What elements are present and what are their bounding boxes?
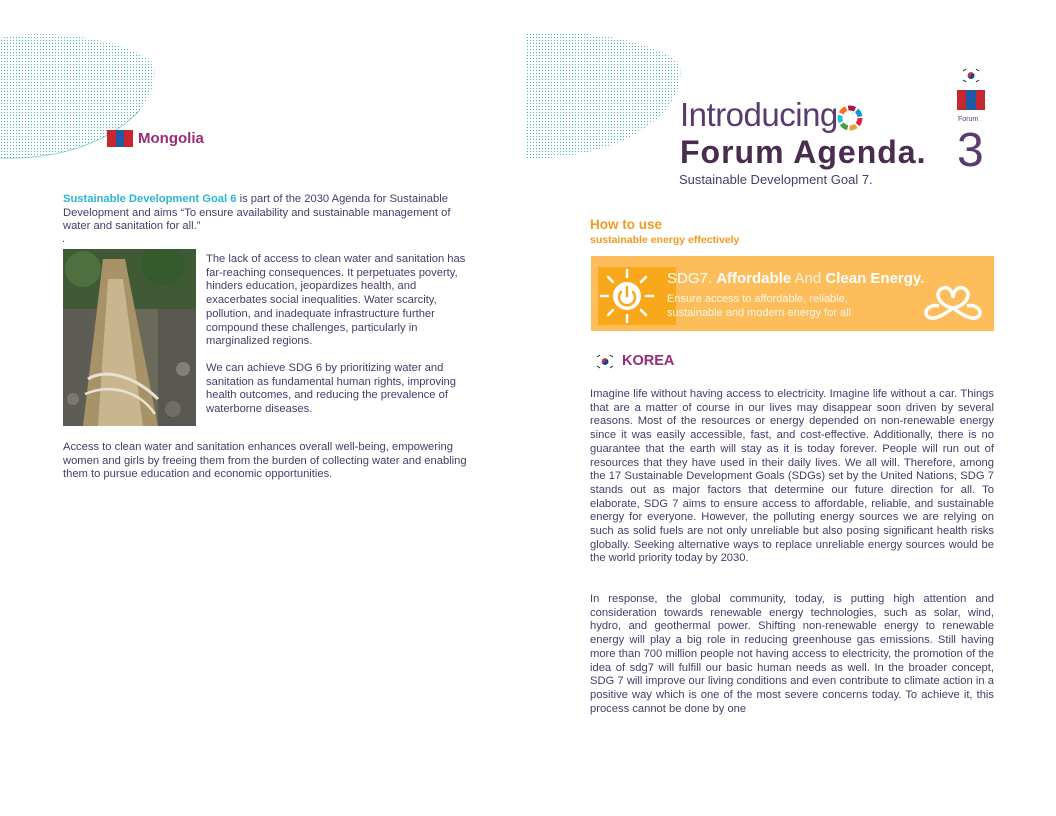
sdg-wheel-icon bbox=[836, 104, 864, 132]
korea-flag-heading-icon bbox=[595, 354, 615, 369]
howto-subtitle: sustainable energy effectively bbox=[590, 234, 740, 246]
title-forum-agenda: Forum Agenda. bbox=[680, 134, 927, 170]
banner-description bbox=[667, 292, 851, 320]
banner-prefix: SDG7. bbox=[667, 270, 717, 287]
water-channel-photo bbox=[63, 249, 196, 426]
sdg7-banner bbox=[591, 256, 994, 331]
banner-title bbox=[667, 270, 924, 287]
banner-desc-line2: sustainable and modern energy for all bbox=[667, 307, 852, 319]
stray-mark: . bbox=[62, 233, 66, 245]
sun-power-icon bbox=[598, 267, 656, 325]
howto-title: How to use bbox=[590, 217, 663, 232]
forum-small-label: Forum bbox=[958, 116, 979, 123]
sdg6-para-consequences: The lack of access to clean water and sanitation has far-reaching consequences. It perpetuates poverty, hinders education, jeopardizes health, and exacerbates social inequalities. Water scarcity, pollution, and inadequate infrastructure further compound these challenges, particularly in marginalized regions. bbox=[206, 253, 466, 348]
sdg7-para-response: In response, the global community, today, is putting high attention and consideration towards renewable energy technologies, such as solar, wind, hydro, and geothermal power. Shifting non-renewable energy to renewable energy will play a big role in reducing greenhouse gas emissions. Still having more than 700 million people not having access to electricity, the promotion of the idea of sdg7 will fulfill our basic human needs as well. In the broader concept, SDG 7 will improve our living conditions and even contribute to climate action in a positive way which is one of the most severe concerns today. To achieve it, this process cannot be done by one bbox=[590, 593, 994, 715]
mongolia-flag-small-icon bbox=[957, 90, 985, 110]
subtitle-sdg7: Sustainable Development Goal 7. bbox=[679, 172, 873, 187]
clover-logo-icon bbox=[919, 278, 987, 330]
sdg7-icon-box bbox=[598, 267, 676, 325]
page-number: 3 bbox=[957, 124, 984, 177]
title-introducing: Introducing bbox=[680, 96, 838, 133]
sdg6-intro-text: is part of the 2030 Agenda for Sustainable Development and aims “To ensure availability and sustainable management of water and sanitation for all.” bbox=[63, 193, 451, 233]
sdg6-highlight: Sustainable Development Goal 6 bbox=[63, 193, 237, 205]
wave-decoration-right bbox=[526, 30, 686, 160]
sdg7-para-imagine: Imagine life without having access to electricity. Imagine life without a car. Things that are a matter of course in our lives may disappear soon driven by several reasons. Most of the resources or energy depended on non-renewable energy since it was easily accessible, fast, and cost-effective. Additionally, there is no guarantee that the earth will stay as it is today forever. People will run out of resources that they have used in their daily lives. We all will. Therefore, among the 17 Sustainable Development Goals (SDGs) set by the United Nations, SDG 7 stands out as major factors that determine our future direction for all. To elaborate, SDG 7 aims to ensure access to affordable, reliable, and sustainable energy for everyone. However, the polluting energy sources we are relying on such as solid fuels are not only unreliable but also posing significant health risks globally. Seeking alternative ways to replace unreliable energy sources would be the world priority today by 2030. bbox=[590, 388, 994, 565]
korea-flag-icon bbox=[961, 68, 981, 83]
sdg6-para-achieve: We can achieve SDG 6 by prioritizing water and sanitation as fundamental human rights, improving health outcomes, and reducing the prevalence of waterborne diseases. bbox=[206, 362, 456, 416]
country-heading-mongolia: Mongolia bbox=[138, 130, 204, 147]
banner-and: And bbox=[791, 270, 826, 287]
banner-desc-line1: Ensure access to affordable, reliable, bbox=[667, 293, 848, 305]
sdg6-intro bbox=[63, 193, 473, 234]
sdg6-para-wellbeing: Access to clean water and sanitation enhances overall well-being, empowering women and girls by freeing them from the burden of collecting water and enabling them to pursue education and economic opportunities. bbox=[63, 441, 467, 481]
wave-decoration-left bbox=[0, 30, 160, 160]
mongolia-flag-icon bbox=[107, 130, 133, 147]
country-heading-korea: KOREA bbox=[622, 353, 675, 369]
banner-affordable: Affordable bbox=[716, 270, 792, 287]
banner-clean-energy: Clean Energy. bbox=[825, 270, 925, 287]
